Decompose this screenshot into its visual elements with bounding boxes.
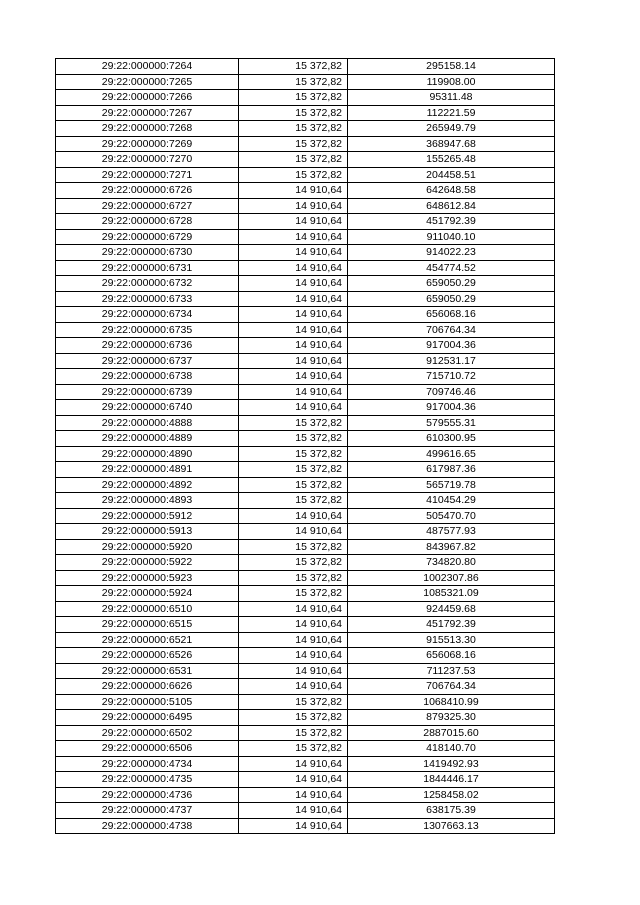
table-row (56, 291, 555, 307)
table-row (56, 307, 555, 323)
price-per-unit-cell: 15 372,82 (239, 462, 348, 478)
value-cell: 1258458.02 (348, 787, 555, 803)
table-row (56, 431, 555, 447)
table-row (56, 679, 555, 695)
cadastral-number-cell: 29:22:000000:4890 (56, 446, 239, 462)
value-cell: 1844446.17 (348, 772, 555, 788)
cadastral-number-cell: 29:22:000000:7270 (56, 152, 239, 168)
cadastral-number-cell: 29:22:000000:4737 (56, 803, 239, 819)
price-per-unit-cell: 14 910,64 (239, 756, 348, 772)
table-body (56, 59, 555, 834)
price-per-unit-cell: 14 910,64 (239, 245, 348, 261)
cadastral-number-cell: 29:22:000000:6737 (56, 353, 239, 369)
table-row (56, 508, 555, 524)
cadastral-number-cell: 29:22:000000:7264 (56, 59, 239, 75)
cadastral-number-cell: 29:22:000000:6726 (56, 183, 239, 199)
price-per-unit-cell: 14 910,64 (239, 384, 348, 400)
value-cell: 709746.46 (348, 384, 555, 400)
table-row (56, 446, 555, 462)
price-per-unit-cell: 14 910,64 (239, 369, 348, 385)
price-per-unit-cell: 14 910,64 (239, 818, 348, 834)
value-cell: 659050.29 (348, 276, 555, 292)
value-cell: 924459.68 (348, 601, 555, 617)
price-per-unit-cell: 14 910,64 (239, 322, 348, 338)
table-row (56, 183, 555, 199)
price-per-unit-cell: 15 372,82 (239, 710, 348, 726)
table-row (56, 632, 555, 648)
value-cell: 656068.16 (348, 648, 555, 664)
price-per-unit-cell: 15 372,82 (239, 694, 348, 710)
cadastral-number-cell: 29:22:000000:6502 (56, 725, 239, 741)
cadastral-number-cell: 29:22:000000:6526 (56, 648, 239, 664)
value-cell: 499616.65 (348, 446, 555, 462)
value-cell: 119908.00 (348, 74, 555, 90)
table-row (56, 276, 555, 292)
price-per-unit-cell: 14 910,64 (239, 229, 348, 245)
table-row (56, 477, 555, 493)
price-per-unit-cell: 15 372,82 (239, 167, 348, 183)
cadastral-number-cell: 29:22:000000:5913 (56, 524, 239, 540)
cadastral-number-cell: 29:22:000000:6736 (56, 338, 239, 354)
price-per-unit-cell: 14 910,64 (239, 803, 348, 819)
cadastral-number-cell: 29:22:000000:6531 (56, 663, 239, 679)
price-per-unit-cell: 15 372,82 (239, 415, 348, 431)
cadastral-number-cell: 29:22:000000:6521 (56, 632, 239, 648)
price-per-unit-cell: 14 910,64 (239, 679, 348, 695)
price-per-unit-cell: 15 372,82 (239, 741, 348, 757)
table-row (56, 772, 555, 788)
value-cell: 579555.31 (348, 415, 555, 431)
cadastral-number-cell: 29:22:000000:7269 (56, 136, 239, 152)
value-cell: 648612.84 (348, 198, 555, 214)
cadastral-number-cell: 29:22:000000:6732 (56, 276, 239, 292)
table-row (56, 756, 555, 772)
value-cell: 912531.17 (348, 353, 555, 369)
value-cell: 451792.39 (348, 214, 555, 230)
value-cell: 418140.70 (348, 741, 555, 757)
value-cell: 454774.52 (348, 260, 555, 276)
cadastral-number-cell: 29:22:000000:7265 (56, 74, 239, 90)
value-cell: 917004.36 (348, 338, 555, 354)
price-per-unit-cell: 15 372,82 (239, 493, 348, 509)
cadastral-number-cell: 29:22:000000:7268 (56, 121, 239, 137)
price-per-unit-cell: 14 910,64 (239, 307, 348, 323)
value-cell: 1068410.99 (348, 694, 555, 710)
price-per-unit-cell: 14 910,64 (239, 508, 348, 524)
table-row (56, 198, 555, 214)
cadastral-number-cell: 29:22:000000:4892 (56, 477, 239, 493)
value-cell: 711237.53 (348, 663, 555, 679)
price-per-unit-cell: 15 372,82 (239, 570, 348, 586)
value-cell: 706764.34 (348, 322, 555, 338)
value-cell: 659050.29 (348, 291, 555, 307)
price-per-unit-cell: 14 910,64 (239, 198, 348, 214)
cadastral-number-cell: 29:22:000000:4735 (56, 772, 239, 788)
price-per-unit-cell: 14 910,64 (239, 338, 348, 354)
value-cell: 617987.36 (348, 462, 555, 478)
value-cell: 915513.30 (348, 632, 555, 648)
cadastral-number-cell: 29:22:000000:6495 (56, 710, 239, 726)
table-row (56, 74, 555, 90)
price-per-unit-cell: 14 910,64 (239, 663, 348, 679)
table-row (56, 90, 555, 106)
table-row (56, 105, 555, 121)
cadastral-number-cell: 29:22:000000:6506 (56, 741, 239, 757)
cadastral-number-cell: 29:22:000000:4738 (56, 818, 239, 834)
table-row (56, 694, 555, 710)
price-per-unit-cell: 14 910,64 (239, 632, 348, 648)
value-cell: 911040.10 (348, 229, 555, 245)
table-row (56, 152, 555, 168)
price-per-unit-cell: 14 910,64 (239, 183, 348, 199)
value-cell: 656068.16 (348, 307, 555, 323)
price-per-unit-cell: 15 372,82 (239, 446, 348, 462)
price-per-unit-cell: 15 372,82 (239, 477, 348, 493)
price-per-unit-cell: 15 372,82 (239, 555, 348, 571)
price-per-unit-cell: 14 910,64 (239, 772, 348, 788)
table-row (56, 229, 555, 245)
cadastral-number-cell: 29:22:000000:6727 (56, 198, 239, 214)
table-row (56, 586, 555, 602)
price-per-unit-cell: 14 910,64 (239, 648, 348, 664)
value-cell: 112221.59 (348, 105, 555, 121)
cadastral-number-cell: 29:22:000000:6730 (56, 245, 239, 261)
cadastral-number-cell: 29:22:000000:6515 (56, 617, 239, 633)
price-per-unit-cell: 14 910,64 (239, 617, 348, 633)
cadastral-number-cell: 29:22:000000:6740 (56, 400, 239, 416)
table-row (56, 322, 555, 338)
value-cell: 565719.78 (348, 477, 555, 493)
value-cell: 204458.51 (348, 167, 555, 183)
value-cell: 265949.79 (348, 121, 555, 137)
table-row (56, 353, 555, 369)
table-row (56, 570, 555, 586)
table-row (56, 400, 555, 416)
table-row (56, 710, 555, 726)
table-row (56, 338, 555, 354)
value-cell: 879325.30 (348, 710, 555, 726)
table-row (56, 462, 555, 478)
table-row (56, 121, 555, 137)
cadastral-number-cell: 29:22:000000:5923 (56, 570, 239, 586)
table-row (56, 787, 555, 803)
cadastral-number-cell: 29:22:000000:6734 (56, 307, 239, 323)
value-cell: 1307663.13 (348, 818, 555, 834)
table-row (56, 59, 555, 75)
value-cell: 914022.23 (348, 245, 555, 261)
cadastral-number-cell: 29:22:000000:7267 (56, 105, 239, 121)
table-row (56, 384, 555, 400)
price-per-unit-cell: 15 372,82 (239, 121, 348, 137)
price-per-unit-cell: 15 372,82 (239, 152, 348, 168)
table-row (56, 369, 555, 385)
table-row (56, 136, 555, 152)
value-cell: 1085321.09 (348, 586, 555, 602)
cadastral-number-cell: 29:22:000000:6729 (56, 229, 239, 245)
price-per-unit-cell: 15 372,82 (239, 59, 348, 75)
table-row (56, 617, 555, 633)
cadastral-number-cell: 29:22:000000:4889 (56, 431, 239, 447)
value-cell: 487577.93 (348, 524, 555, 540)
cadastral-number-cell: 29:22:000000:6626 (56, 679, 239, 695)
table-row (56, 663, 555, 679)
price-per-unit-cell: 14 910,64 (239, 260, 348, 276)
price-per-unit-cell: 15 372,82 (239, 725, 348, 741)
price-per-unit-cell: 15 372,82 (239, 136, 348, 152)
price-per-unit-cell: 14 910,64 (239, 524, 348, 540)
table-row (56, 167, 555, 183)
value-cell: 295158.14 (348, 59, 555, 75)
value-cell: 638175.39 (348, 803, 555, 819)
price-per-unit-cell: 15 372,82 (239, 74, 348, 90)
table-row (56, 493, 555, 509)
cadastral-number-cell: 29:22:000000:7271 (56, 167, 239, 183)
value-cell: 715710.72 (348, 369, 555, 385)
value-cell: 843967.82 (348, 539, 555, 555)
cadastral-number-cell: 29:22:000000:6739 (56, 384, 239, 400)
cadastral-number-cell: 29:22:000000:4736 (56, 787, 239, 803)
cadastral-number-cell: 29:22:000000:6510 (56, 601, 239, 617)
value-cell: 95311.48 (348, 90, 555, 106)
price-per-unit-cell: 14 910,64 (239, 214, 348, 230)
value-cell: 734820.80 (348, 555, 555, 571)
cadastral-number-cell: 29:22:000000:6735 (56, 322, 239, 338)
table-row (56, 245, 555, 261)
cadastral-number-cell: 29:22:000000:4891 (56, 462, 239, 478)
table-row (56, 725, 555, 741)
table-row (56, 601, 555, 617)
cadastral-number-cell: 29:22:000000:4734 (56, 756, 239, 772)
cadastral-number-cell: 29:22:000000:6731 (56, 260, 239, 276)
price-per-unit-cell: 14 910,64 (239, 291, 348, 307)
value-cell: 610300.95 (348, 431, 555, 447)
value-cell: 1419492.93 (348, 756, 555, 772)
data-table (55, 58, 555, 834)
value-cell: 642648.58 (348, 183, 555, 199)
cadastral-number-cell: 29:22:000000:6728 (56, 214, 239, 230)
value-cell: 368947.68 (348, 136, 555, 152)
cadastral-number-cell: 29:22:000000:5105 (56, 694, 239, 710)
value-cell: 410454.29 (348, 493, 555, 509)
cadastral-number-cell: 29:22:000000:5912 (56, 508, 239, 524)
value-cell: 155265.48 (348, 152, 555, 168)
cadastral-number-cell: 29:22:000000:4888 (56, 415, 239, 431)
price-per-unit-cell: 15 372,82 (239, 431, 348, 447)
value-cell: 1002307.86 (348, 570, 555, 586)
price-per-unit-cell: 15 372,82 (239, 586, 348, 602)
table-row (56, 214, 555, 230)
price-per-unit-cell: 14 910,64 (239, 276, 348, 292)
table-row (56, 741, 555, 757)
price-per-unit-cell: 14 910,64 (239, 353, 348, 369)
table-row (56, 818, 555, 834)
table-row (56, 415, 555, 431)
value-cell: 2887015.60 (348, 725, 555, 741)
cadastral-number-cell: 29:22:000000:5920 (56, 539, 239, 555)
cadastral-number-cell: 29:22:000000:6733 (56, 291, 239, 307)
value-cell: 505470.70 (348, 508, 555, 524)
table-row (56, 539, 555, 555)
price-per-unit-cell: 14 910,64 (239, 601, 348, 617)
price-per-unit-cell: 14 910,64 (239, 787, 348, 803)
value-cell: 706764.34 (348, 679, 555, 695)
price-per-unit-cell: 15 372,82 (239, 105, 348, 121)
cadastral-number-cell: 29:22:000000:5924 (56, 586, 239, 602)
value-cell: 917004.36 (348, 400, 555, 416)
table-row (56, 260, 555, 276)
table-row (56, 524, 555, 540)
table-row (56, 803, 555, 819)
value-cell: 451792.39 (348, 617, 555, 633)
table-row (56, 555, 555, 571)
cadastral-number-cell: 29:22:000000:4893 (56, 493, 239, 509)
cadastral-number-cell: 29:22:000000:7266 (56, 90, 239, 106)
price-per-unit-cell: 15 372,82 (239, 90, 348, 106)
table-row (56, 648, 555, 664)
price-per-unit-cell: 14 910,64 (239, 400, 348, 416)
price-per-unit-cell: 15 372,82 (239, 539, 348, 555)
cadastral-number-cell: 29:22:000000:6738 (56, 369, 239, 385)
cadastral-number-cell: 29:22:000000:5922 (56, 555, 239, 571)
